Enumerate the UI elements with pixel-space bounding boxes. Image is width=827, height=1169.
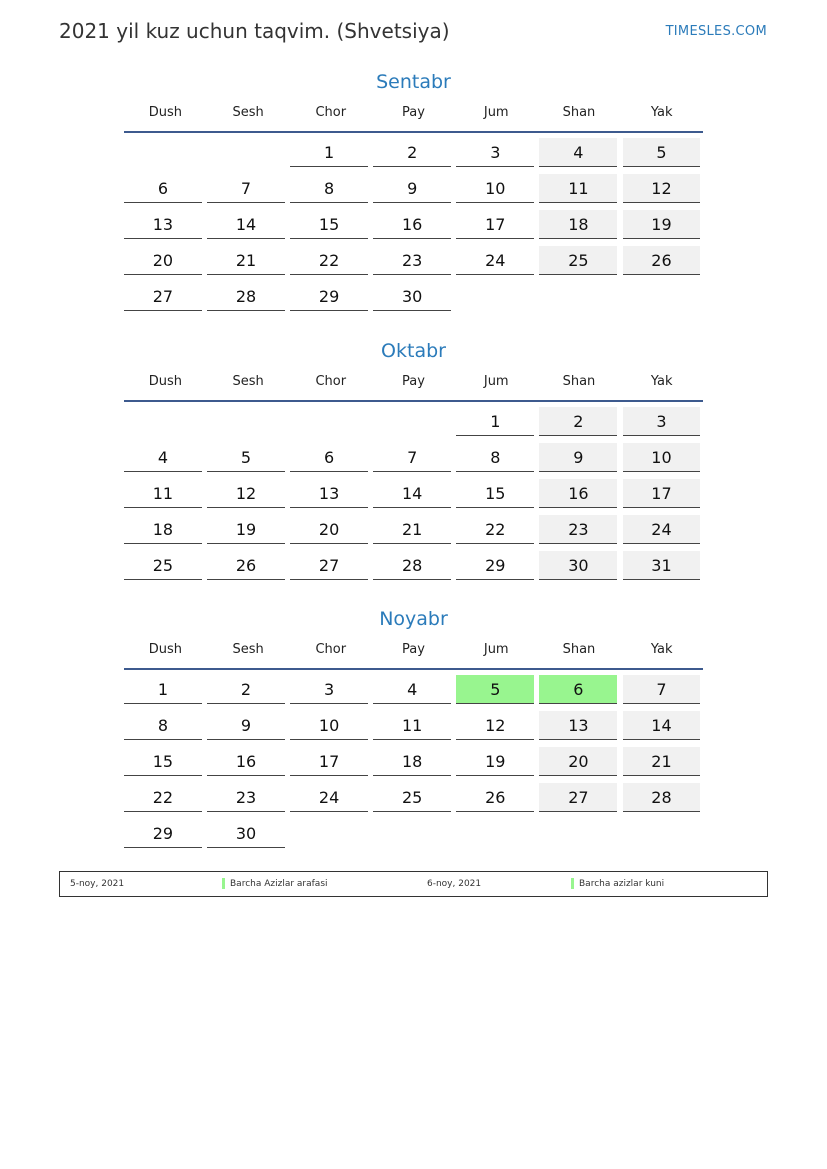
- empty-day-cell: [290, 407, 368, 436]
- day-cell: 8: [124, 711, 202, 740]
- day-cell: 28: [207, 282, 285, 311]
- day-cell: 22: [290, 246, 368, 275]
- day-cell: 19: [207, 515, 285, 544]
- day-cell: 26: [456, 783, 534, 812]
- weekday-label: Dush: [148, 374, 182, 389]
- empty-day-cell: [456, 819, 534, 848]
- week-row: [124, 402, 703, 438]
- weekday-header: [124, 369, 703, 402]
- weekday-label: Yak: [650, 105, 673, 120]
- weekday-label: Jum: [483, 642, 509, 657]
- day-cell: 7: [207, 174, 285, 203]
- holiday-day-cell: 6: [539, 675, 617, 704]
- day-cell: 13: [539, 711, 617, 740]
- day-cell: 16: [373, 210, 451, 239]
- day-cell: 30: [373, 282, 451, 311]
- weekday-header: [124, 637, 703, 670]
- day-cell: 28: [373, 551, 451, 580]
- day-cell: 18: [124, 515, 202, 544]
- day-cell: 20: [124, 246, 202, 275]
- weekday-label: Dush: [148, 105, 182, 120]
- week-row: [124, 133, 703, 169]
- week-row: [124, 670, 703, 706]
- day-cell: 23: [373, 246, 451, 275]
- day-cell: 17: [456, 210, 534, 239]
- day-cell: 5: [207, 443, 285, 472]
- empty-day-cell: [539, 819, 617, 848]
- day-cell: 1: [124, 675, 202, 704]
- weekday-label: Shan: [562, 105, 596, 120]
- legend-holiday-2: Barcha azizlar kuni: [579, 879, 665, 889]
- day-cell: 7: [623, 675, 701, 704]
- day-cell: 28: [623, 783, 701, 812]
- day-cell: 21: [373, 515, 451, 544]
- week-row: [124, 546, 703, 582]
- day-cell: 4: [373, 675, 451, 704]
- empty-day-cell: [124, 138, 202, 167]
- day-cell: 5: [623, 138, 701, 167]
- day-cell: 9: [539, 443, 617, 472]
- day-cell: 3: [290, 675, 368, 704]
- weekday-label: Yak: [650, 642, 673, 657]
- weekday-label: Shan: [562, 374, 596, 389]
- day-cell: 29: [290, 282, 368, 311]
- week-row: [124, 438, 703, 474]
- weekday-label: Pay: [402, 374, 425, 389]
- day-cell: 14: [623, 711, 701, 740]
- day-cell: 21: [623, 747, 701, 776]
- day-cell: 8: [456, 443, 534, 472]
- day-cell: 18: [539, 210, 617, 239]
- week-row: [124, 474, 703, 510]
- day-cell: 27: [290, 551, 368, 580]
- month-title: Oktabr: [381, 340, 446, 362]
- legend-date-1: 5-noy, 2021: [70, 879, 125, 889]
- month-oktabr: [124, 337, 703, 582]
- weekday-header: [124, 100, 703, 133]
- day-cell: 29: [124, 819, 202, 848]
- day-cell: 6: [124, 174, 202, 203]
- day-cell: 15: [124, 747, 202, 776]
- day-cell: 12: [207, 479, 285, 508]
- day-cell: 10: [456, 174, 534, 203]
- month-title: Noyabr: [379, 608, 448, 630]
- weekday-label: Sesh: [232, 105, 264, 120]
- empty-day-cell: [623, 819, 701, 848]
- day-cell: 1: [290, 138, 368, 167]
- week-row: [124, 706, 703, 742]
- month-sentabr: [124, 68, 703, 313]
- day-cell: 12: [623, 174, 701, 203]
- day-cell: 9: [373, 174, 451, 203]
- page-title: 2021 yil kuz uchun taqvim. (Shvetsiya): [59, 19, 450, 43]
- holiday-legend: [59, 871, 768, 897]
- weekday-label: Chor: [315, 642, 347, 657]
- day-cell: 29: [456, 551, 534, 580]
- weekday-label: Chor: [315, 105, 347, 120]
- day-cell: 2: [373, 138, 451, 167]
- day-cell: 18: [373, 747, 451, 776]
- day-cell: 24: [623, 515, 701, 544]
- day-cell: 23: [207, 783, 285, 812]
- week-row: [124, 277, 703, 313]
- day-cell: 15: [290, 210, 368, 239]
- day-cell: 11: [373, 711, 451, 740]
- week-row: [124, 169, 703, 205]
- day-cell: 19: [623, 210, 701, 239]
- day-cell: 13: [290, 479, 368, 508]
- day-cell: 2: [207, 675, 285, 704]
- empty-day-cell: [373, 407, 451, 436]
- day-cell: 15: [456, 479, 534, 508]
- empty-day-cell: [373, 819, 451, 848]
- day-cell: 31: [623, 551, 701, 580]
- day-cell: 16: [207, 747, 285, 776]
- week-row: [124, 814, 703, 850]
- brand-link[interactable]: TIMESLES.COM: [665, 24, 767, 39]
- day-cell: 12: [456, 711, 534, 740]
- day-cell: 13: [124, 210, 202, 239]
- day-cell: 7: [373, 443, 451, 472]
- day-cell: 11: [124, 479, 202, 508]
- day-cell: 26: [623, 246, 701, 275]
- empty-day-cell: [290, 819, 368, 848]
- weekday-label: Chor: [315, 374, 347, 389]
- weekday-label: Shan: [562, 642, 596, 657]
- day-cell: 22: [456, 515, 534, 544]
- weekday-label: Sesh: [232, 374, 264, 389]
- empty-day-cell: [207, 407, 285, 436]
- day-cell: 23: [539, 515, 617, 544]
- day-cell: 4: [124, 443, 202, 472]
- weekday-label: Jum: [483, 105, 509, 120]
- week-row: [124, 241, 703, 277]
- day-cell: 11: [539, 174, 617, 203]
- weekday-label: Dush: [148, 642, 182, 657]
- weekday-label: Yak: [650, 374, 673, 389]
- weekday-label: Sesh: [232, 642, 264, 657]
- day-cell: 27: [539, 783, 617, 812]
- day-cell: 22: [124, 783, 202, 812]
- day-cell: 21: [207, 246, 285, 275]
- empty-day-cell: [539, 282, 617, 311]
- day-cell: 2: [539, 407, 617, 436]
- day-cell: 4: [539, 138, 617, 167]
- day-cell: 10: [290, 711, 368, 740]
- legend-holiday-1: Barcha Azizlar arafasi: [230, 879, 328, 889]
- week-row: [124, 742, 703, 778]
- day-cell: 24: [290, 783, 368, 812]
- week-row: [124, 205, 703, 241]
- day-cell: 6: [290, 443, 368, 472]
- day-cell: 17: [623, 479, 701, 508]
- day-cell: 20: [290, 515, 368, 544]
- month-title: Sentabr: [376, 71, 451, 93]
- empty-day-cell: [456, 282, 534, 311]
- day-cell: 25: [124, 551, 202, 580]
- empty-day-cell: [207, 138, 285, 167]
- day-cell: 25: [373, 783, 451, 812]
- week-row: [124, 510, 703, 546]
- day-cell: 17: [290, 747, 368, 776]
- weekday-label: Pay: [402, 105, 425, 120]
- day-cell: 14: [373, 479, 451, 508]
- day-cell: 10: [623, 443, 701, 472]
- day-cell: 16: [539, 479, 617, 508]
- day-cell: 24: [456, 246, 534, 275]
- weekday-label: Pay: [402, 642, 425, 657]
- day-cell: 19: [456, 747, 534, 776]
- day-cell: 14: [207, 210, 285, 239]
- empty-day-cell: [623, 282, 701, 311]
- day-cell: 3: [623, 407, 701, 436]
- day-cell: 3: [456, 138, 534, 167]
- day-cell: 8: [290, 174, 368, 203]
- day-cell: 27: [124, 282, 202, 311]
- legend-marker-1: [222, 878, 225, 889]
- day-cell: 30: [539, 551, 617, 580]
- holiday-day-cell: 5: [456, 675, 534, 704]
- day-cell: 1: [456, 407, 534, 436]
- week-row: [124, 778, 703, 814]
- day-cell: 20: [539, 747, 617, 776]
- legend-date-2: 6-noy, 2021: [427, 879, 482, 889]
- month-noyabr: [124, 605, 703, 850]
- weekday-label: Jum: [483, 374, 509, 389]
- day-cell: 26: [207, 551, 285, 580]
- empty-day-cell: [124, 407, 202, 436]
- day-cell: 9: [207, 711, 285, 740]
- legend-marker-2: [571, 878, 574, 889]
- day-cell: 30: [207, 819, 285, 848]
- day-cell: 25: [539, 246, 617, 275]
